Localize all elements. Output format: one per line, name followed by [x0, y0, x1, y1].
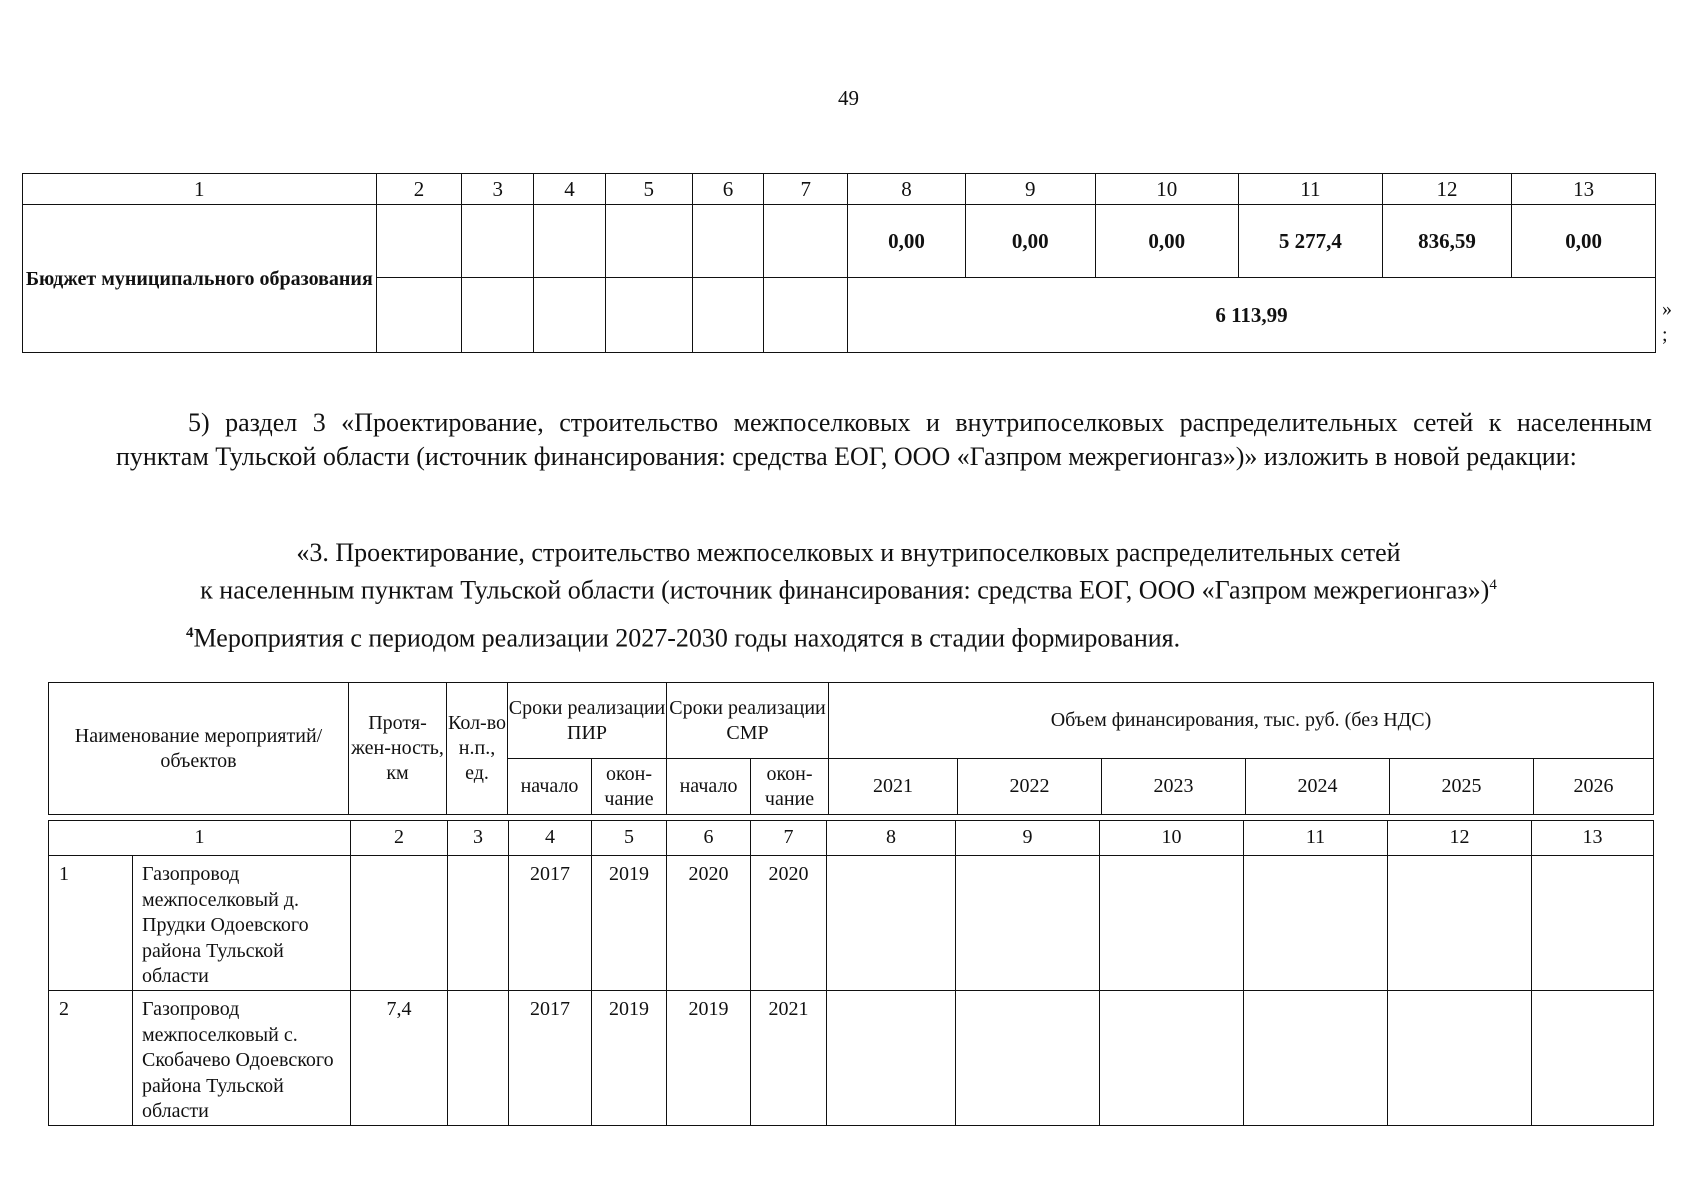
section-title-line1: «3. Проектирование, строительство межпоселковых и внутрипоселковых распределительных сетей — [296, 538, 1401, 567]
col-header: 2 — [376, 174, 462, 205]
footnote-text: Мероприятия с периодом реализации 2027-2030 годы находятся в стадии формирования. — [193, 623, 1181, 653]
header-smr-start: начало — [667, 759, 751, 815]
amendment-paragraph — [116, 406, 1652, 474]
value-2026: 0,00 — [1512, 205, 1656, 278]
schedule-table — [48, 820, 1654, 1126]
col-header: 1 — [23, 174, 377, 205]
empty-cell — [1244, 991, 1388, 1126]
value-2025: 836,59 — [1382, 205, 1512, 278]
empty-cell — [1388, 856, 1532, 991]
header-length: Протя-жен-ность, км — [349, 683, 447, 815]
header-smr: Сроки реализации СМР — [667, 683, 829, 759]
empty-cell — [764, 205, 848, 278]
col-number: 11 — [1244, 821, 1388, 856]
col-header: 7 — [764, 174, 848, 205]
empty-cell — [462, 278, 534, 353]
col-header: 9 — [965, 174, 1095, 205]
header-year: 2021 — [829, 759, 958, 815]
table-row — [23, 205, 1656, 278]
col-number: 3 — [448, 821, 509, 856]
header-row — [49, 683, 1654, 759]
header-count: Кол-во н.п., ед. — [447, 683, 508, 815]
footnote-mark: 4 — [186, 625, 194, 641]
pir-start-cell: 2017 — [509, 856, 592, 991]
value-2022: 0,00 — [965, 205, 1095, 278]
smr-end-cell: 2020 — [751, 856, 827, 991]
header-smr-end: окон-чание — [751, 759, 829, 815]
total-value: 6 113,99 — [848, 278, 1656, 353]
pir-start-cell: 2017 — [509, 991, 592, 1126]
value-2021: 0,00 — [848, 205, 966, 278]
footnote-ref: 4 — [1489, 577, 1497, 593]
col-header: 10 — [1095, 174, 1239, 205]
column-number-row — [49, 821, 1654, 856]
col-number: 13 — [1532, 821, 1654, 856]
row-number: 1 — [49, 856, 133, 991]
empty-cell — [956, 856, 1100, 991]
schedule-header-table — [48, 682, 1654, 815]
empty-cell — [1244, 856, 1388, 991]
section-title — [0, 536, 1697, 607]
page-number: 49 — [838, 86, 859, 110]
empty-cell — [764, 278, 848, 353]
smr-start-cell: 2020 — [667, 856, 751, 991]
length-cell: 7,4 — [351, 991, 448, 1126]
col-number: 7 — [751, 821, 827, 856]
budget-table — [22, 173, 1656, 353]
table-row — [49, 856, 1654, 991]
col-header: 13 — [1512, 174, 1656, 205]
col-number: 1 — [49, 821, 351, 856]
table-header-row — [23, 174, 1656, 205]
col-number: 12 — [1388, 821, 1532, 856]
col-header: 5 — [605, 174, 692, 205]
empty-cell — [692, 205, 764, 278]
smr-start-cell: 2019 — [667, 991, 751, 1126]
empty-cell — [827, 991, 956, 1126]
header-year: 2025 — [1390, 759, 1534, 815]
empty-cell — [605, 278, 692, 353]
empty-cell — [1532, 991, 1654, 1126]
col-header: 6 — [692, 174, 764, 205]
empty-cell — [1100, 991, 1244, 1126]
pir-end-cell: 2019 — [592, 991, 667, 1126]
empty-cell — [1388, 991, 1532, 1126]
header-year: 2024 — [1246, 759, 1390, 815]
col-header: 3 — [462, 174, 534, 205]
col-number: 8 — [827, 821, 956, 856]
col-number: 4 — [509, 821, 592, 856]
count-cell — [448, 991, 509, 1126]
empty-cell — [534, 205, 606, 278]
empty-cell — [1100, 856, 1244, 991]
col-number: 9 — [956, 821, 1100, 856]
empty-cell — [534, 278, 606, 353]
closing-semicolon: ; — [1662, 324, 1668, 346]
value-2024: 5 277,4 — [1239, 205, 1383, 278]
empty-cell — [376, 278, 462, 353]
count-cell — [448, 856, 509, 991]
empty-cell — [956, 991, 1100, 1126]
header-year: 2023 — [1102, 759, 1246, 815]
object-name: Газопровод межпоселковый д. Прудки Одоевского района Тульской области — [133, 856, 351, 991]
empty-cell — [376, 205, 462, 278]
header-pir-start: начало — [508, 759, 592, 815]
paragraph-text: 5) раздел 3 «Проектирование, строительство межпоселковых и внутрипоселковых распределительных сетей к населенным пунктам Тульской области (источник финансирования: средства ЕОГ, ООО «Газпром межрегионгаз»)» изложить в новой редакции: — [116, 408, 1652, 471]
col-header: 4 — [534, 174, 606, 205]
pir-end-cell: 2019 — [592, 856, 667, 991]
header-name: Наименование мероприятий/ объектов — [49, 683, 349, 815]
col-number: 10 — [1100, 821, 1244, 856]
budget-label: Бюджет муниципального образования — [23, 205, 377, 353]
header-pir-end: окон-чание — [592, 759, 667, 815]
empty-cell — [692, 278, 764, 353]
empty-cell — [605, 205, 692, 278]
closing-quote: » — [1662, 298, 1672, 320]
section-title-line2: к населенным пунктам Тульской области (источник финансирования: средства ЕОГ, ООО «Газпром межрегионгаз») — [200, 575, 1490, 605]
smr-end-cell: 2021 — [751, 991, 827, 1126]
value-2023: 0,00 — [1095, 205, 1239, 278]
header-funding: Объем финансирования, тыс. руб. (без НДС) — [829, 683, 1654, 759]
col-number: 2 — [351, 821, 448, 856]
header-year: 2026 — [1534, 759, 1654, 815]
col-number: 5 — [592, 821, 667, 856]
header-year: 2022 — [958, 759, 1102, 815]
header-pir: Сроки реализации ПИР — [508, 683, 667, 759]
empty-cell — [1532, 856, 1654, 991]
col-number: 6 — [667, 821, 751, 856]
col-header: 11 — [1239, 174, 1383, 205]
col-header: 12 — [1382, 174, 1512, 205]
empty-cell — [462, 205, 534, 278]
object-name: Газопровод межпоселковый с. Скобачево Одоевского района Тульской области — [133, 991, 351, 1126]
table-row — [49, 991, 1654, 1126]
length-cell — [351, 856, 448, 991]
footnote — [186, 616, 1180, 656]
col-header: 8 — [848, 174, 966, 205]
row-number: 2 — [49, 991, 133, 1126]
empty-cell — [827, 856, 956, 991]
